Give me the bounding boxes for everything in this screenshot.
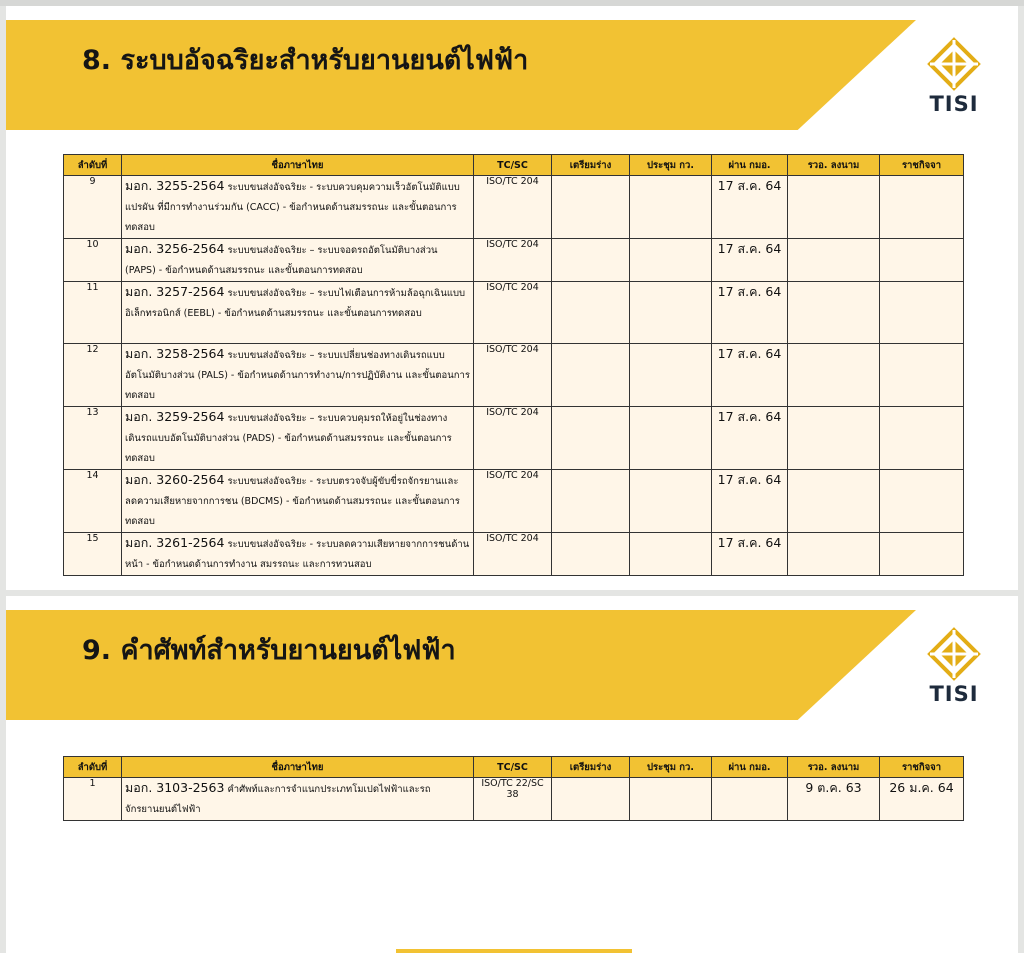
row-signed (788, 344, 880, 407)
table-row (64, 344, 964, 407)
row-gazette (880, 344, 964, 407)
standards-table (63, 756, 964, 821)
row-tc-sc: ISO/TC 204 (474, 239, 552, 282)
logo-text: TISI (929, 92, 979, 116)
row-approved: 17 ส.ค. 64 (712, 176, 788, 239)
row-tc-sc: ISO/TC 204 (474, 533, 552, 576)
standard-code: มอก. 3255-2564 (125, 178, 225, 193)
header-no: ลำดับที่ (64, 757, 122, 778)
row-meeting (630, 407, 712, 470)
row-approved: 17 ส.ค. 64 (712, 470, 788, 533)
header-signed: รวอ. ลงนาม (788, 757, 880, 778)
row-number: 13 (64, 407, 122, 470)
section-title: 8. ระบบอัจฉริยะสำหรับยานยนต์ไฟฟ้า (82, 45, 529, 76)
row-approved (712, 778, 788, 821)
row-signed (788, 176, 880, 239)
row-meeting (630, 176, 712, 239)
header-tc-sc: TC/SC (474, 757, 552, 778)
table-row (64, 470, 964, 533)
header-approved: ผ่าน กมอ. (712, 155, 788, 176)
row-tc-sc: ISO/TC 204 (474, 470, 552, 533)
table-row (64, 282, 964, 344)
row-thai-name (122, 239, 474, 282)
row-approved: 17 ส.ค. 64 (712, 533, 788, 576)
slide-section-9 (6, 596, 1018, 953)
header-gazette: ราชกิจจา (880, 757, 964, 778)
standards-table (63, 154, 964, 576)
row-approved: 17 ส.ค. 64 (712, 282, 788, 344)
row-number: 14 (64, 470, 122, 533)
tisi-logo (924, 626, 984, 706)
table-row (64, 778, 964, 821)
row-signed: 9 ต.ค. 63 (788, 778, 880, 821)
row-signed (788, 407, 880, 470)
table-row (64, 239, 964, 282)
row-tc-sc: ISO/TC 204 (474, 176, 552, 239)
row-tc-sc: ISO/TC 204 (474, 344, 552, 407)
standard-code: มอก. 3259-2564 (125, 409, 225, 424)
standard-title: ระบบขนส่งอัจฉริยะ – ระบบไฟเตือนการห้ามล้อฉุกเฉินแบบอิเล็กทรอนิกส์ (EEBL) - ข้อกำหนดด้านสมรรถนะ และขั้นตอนการทดสอบ (125, 288, 466, 319)
row-meeting (630, 778, 712, 821)
row-meeting (630, 533, 712, 576)
row-gazette (880, 407, 964, 470)
row-tc-sc: ISO/TC 204 (474, 282, 552, 344)
row-thai-name (122, 344, 474, 407)
row-approved: 17 ส.ค. 64 (712, 344, 788, 407)
standard-code: มอก. 3260-2564 (125, 472, 225, 487)
table-row (64, 533, 964, 576)
row-signed (788, 470, 880, 533)
row-prepare (552, 282, 630, 344)
standard-code: มอก. 3257-2564 (125, 284, 225, 299)
standard-code: มอก. 3261-2564 (125, 535, 225, 550)
row-gazette (880, 176, 964, 239)
row-approved: 17 ส.ค. 64 (712, 407, 788, 470)
standard-title: ระบบขนส่งอัจฉริยะ - ระบบตรวจจับผู้ขับขี่รถจักรยานและลดความเสียหายจากการชน (BDCMS) - ข้อกำหนดด้านสมรรถนะ และขั้นตอนการทดสอบ (125, 476, 460, 527)
row-prepare (552, 344, 630, 407)
row-gazette (880, 533, 964, 576)
standard-title: ระบบขนส่งอัจฉริยะ – ระบบควบคุมรถให้อยู่ในช่องทางเดินรถแบบอัตโนมัติบางส่วน (PADS) - ข้อกำหนดด้านสมรรถนะ และขั้นตอนการทดสอบ (125, 413, 452, 464)
row-signed (788, 282, 880, 344)
row-prepare (552, 470, 630, 533)
row-thai-name (122, 282, 474, 344)
standard-code: มอก. 3256-2564 (125, 241, 225, 256)
standard-title: ระบบขนส่งอัจฉริยะ – ระบบเปลี่ยนช่องทางเดินรถแบบอัตโนมัติบางส่วน (PALS) - ข้อกำหนดด้านการทำงาน/การปฏิบัติงาน และขั้นตอนการทดสอบ (125, 350, 470, 401)
row-number: 1 (64, 778, 122, 821)
row-thai-name (122, 407, 474, 470)
header-tc-sc: TC/SC (474, 155, 552, 176)
standard-title: ระบบขนส่งอัจฉริยะ – ระบบจอดรถอัตโนมัติบางส่วน (PAPS) - ข้อกำหนดด้านสมรรถนะ และขั้นตอนการทดสอบ (125, 245, 438, 276)
row-gazette (880, 239, 964, 282)
row-meeting (630, 470, 712, 533)
row-prepare (552, 239, 630, 282)
tisi-diamond-icon (924, 36, 984, 92)
header-gazette: ราชกิจจา (880, 155, 964, 176)
row-number: 15 (64, 533, 122, 576)
standard-title: ระบบขนส่งอัจฉริยะ - ระบบลดความเสียหายจากการชนด้านหน้า - ข้อกำหนดด้านการทำงาน สมรรถนะ และการทวนสอบ (125, 539, 470, 570)
row-prepare (552, 778, 630, 821)
row-thai-name (122, 778, 474, 821)
table-row (64, 407, 964, 470)
row-gazette (880, 470, 964, 533)
row-number: 10 (64, 239, 122, 282)
header-meeting: ประชุม กว. (630, 155, 712, 176)
row-tc-sc: ISO/TC 204 (474, 407, 552, 470)
standard-title: คำศัพท์และการจำแนกประเภทโมเปดไฟฟ้าและรถจักรยานยนต์ไฟฟ้า (125, 784, 431, 815)
table-row (64, 176, 964, 239)
row-tc-sc: ISO/TC 22/SC 38 (474, 778, 552, 821)
header-approved: ผ่าน กมอ. (712, 757, 788, 778)
row-number: 9 (64, 176, 122, 239)
table-header-row (64, 155, 964, 176)
header-signed: รวอ. ลงนาม (788, 155, 880, 176)
header-prepare: เตรียมร่าง (552, 155, 630, 176)
header-prepare: เตรียมร่าง (552, 757, 630, 778)
row-meeting (630, 344, 712, 407)
header-no: ลำดับที่ (64, 155, 122, 176)
standard-title: ระบบขนส่งอัจฉริยะ - ระบบควบคุมความเร็วอัตโนมัติแบบแปรผัน ที่มีการทำงานร่วมกัน (CACC) - ข้อกำหนดด้านสมรรถนะ และขั้นตอนการทดสอบ (125, 182, 460, 233)
header-thai-name: ชื่อภาษาไทย (122, 757, 474, 778)
tisi-diamond-icon (924, 626, 984, 682)
row-prepare (552, 533, 630, 576)
row-signed (788, 239, 880, 282)
row-gazette (880, 282, 964, 344)
row-thai-name (122, 176, 474, 239)
row-prepare (552, 407, 630, 470)
row-prepare (552, 176, 630, 239)
standard-code: มอก. 3103-2563 (125, 780, 225, 795)
standard-code: มอก. 3258-2564 (125, 346, 225, 361)
tisi-logo (924, 36, 984, 116)
row-meeting (630, 282, 712, 344)
section-title: 9. คำศัพท์สำหรับยานยนต์ไฟฟ้า (82, 635, 456, 666)
next-slide-bar (396, 949, 632, 953)
header-meeting: ประชุม กว. (630, 757, 712, 778)
row-number: 11 (64, 282, 122, 344)
row-meeting (630, 239, 712, 282)
row-gazette: 26 ม.ค. 64 (880, 778, 964, 821)
row-number: 12 (64, 344, 122, 407)
table-header-row (64, 757, 964, 778)
row-thai-name (122, 470, 474, 533)
row-signed (788, 533, 880, 576)
header-thai-name: ชื่อภาษาไทย (122, 155, 474, 176)
row-thai-name (122, 533, 474, 576)
logo-text: TISI (929, 682, 979, 706)
row-approved: 17 ส.ค. 64 (712, 239, 788, 282)
slide-section-8 (6, 6, 1018, 590)
